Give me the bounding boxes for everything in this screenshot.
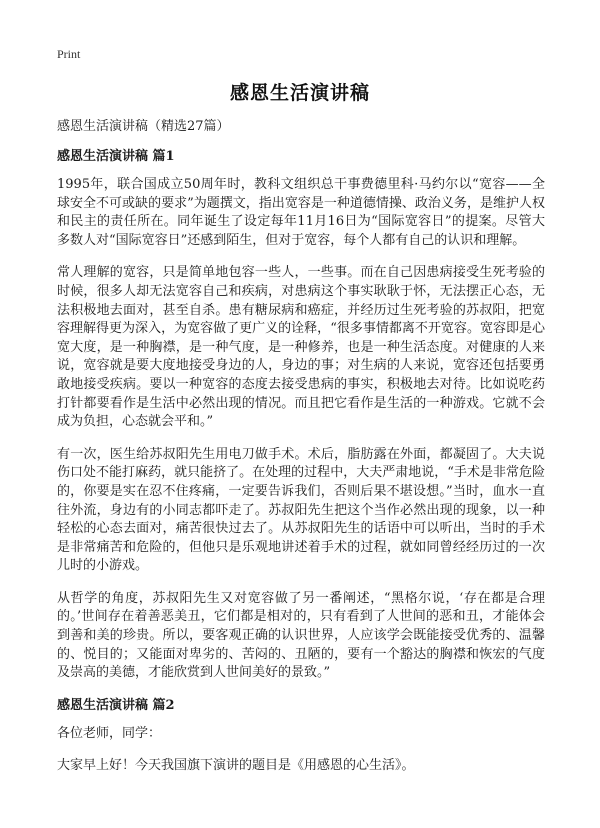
document-subtitle: 感恩生活演讲稿（精选27篇） xyxy=(57,119,230,134)
paragraph: 各位老师，同学： xyxy=(57,725,162,741)
paragraph: 大家早上好！今天我国旗下演讲的题目是《用感恩的心生活》。 xyxy=(57,758,415,774)
paragraph: 1995年，联合国成立50周年时，教科文组织总干事费德里科·马约尔以“宽容——全球安全不可或缺的要求”为题撰文，指出宽容是一种道德情操、政治义务，是维护人权和民主的责任所在。同年诞生了设定每年11月16日为“国际宽容日”的提案。尽管大多数人对“国际宽容日”还感到陌生，但对于宽容，每个人都有自己的认识和理解。 xyxy=(57,177,545,248)
print-link[interactable]: Print xyxy=(57,47,81,61)
paragraph: 从哲学的角度，苏叔阳先生又对宽容做了另一番阐述，“黑格尔说，‘存在都是合理的。’世间存在着善恶美丑，它们都是相对的，只有看到了人世间的恶和丑，才能体会到善和美的珍贵。所以，要客观正确的认识世界，人应该学会既能接受优秀的、温馨的、悦目的；又能面对卑劣的、苦闷的、丑陋的，要有一个豁达的胸襟和恢宏的气度及崇高的美德，才能欣赏到人世间美好的景致。” xyxy=(57,590,545,681)
page-title: 感恩生活演讲稿 xyxy=(229,82,370,104)
section-heading: 感恩生活演讲稿 篇2 xyxy=(57,697,175,713)
paragraph: 有一次，医生给苏叔阳先生用电刀做手术。术后，脂肪露在外面，都凝固了。大夫说伤口处不能打麻药，就只能挤了。在处理的过程中，大夫严肃地说，“手术是非常危险的，你要是实在忍不住疼痛，一定要告诉我们，否则后果不堪设想。”当时，血水一直往外流，身边有的小同志都吓走了。苏叔阳先生把这个当作必然出现的现象，以一种轻松的心态去面对，痛苦很快过去了。从苏叔阳先生的话语中可以听出，当时的手术是非常痛苦和危险的，但他只是乐观地讲述着手术的过程，就如同曾经经历过的一次儿时的小游戏。 xyxy=(57,446,545,574)
document-body xyxy=(57,118,545,790)
section-heading: 感恩生活演讲稿 篇1 xyxy=(57,149,175,164)
paragraph: 常人理解的宽容，只是简单地包容一些人，一些事。而在自己因患病接受生死考验的时候，很多人却无法宽容自己和疾病，对患病这个事实耿耿于怀，无法摆正心态，无法积极地去面对，甚至自杀。患有糖尿病和癌症，并经历过生死考验的苏叔阳，把宽容理解得更为深入，为宽容做了更广义的诠释，“很多事情都离不开宽容。宽容即是心宽大度，是一种胸襟，是一种气度，是一种修养，也是一种生活态度。对健康的人来说，宽容就是要大度地接受身边的人，身边的事；对生病的人来说，宽容还包括要勇敢地接受疾病。要以一种宽容的态度去接受患病的事实，积极地去对待。比如说吃药打针都要看作是生活中必然出现的情况。而且把它看作是生活的一种游戏。它就不会成为负担，心态就会平和。” xyxy=(57,265,545,430)
